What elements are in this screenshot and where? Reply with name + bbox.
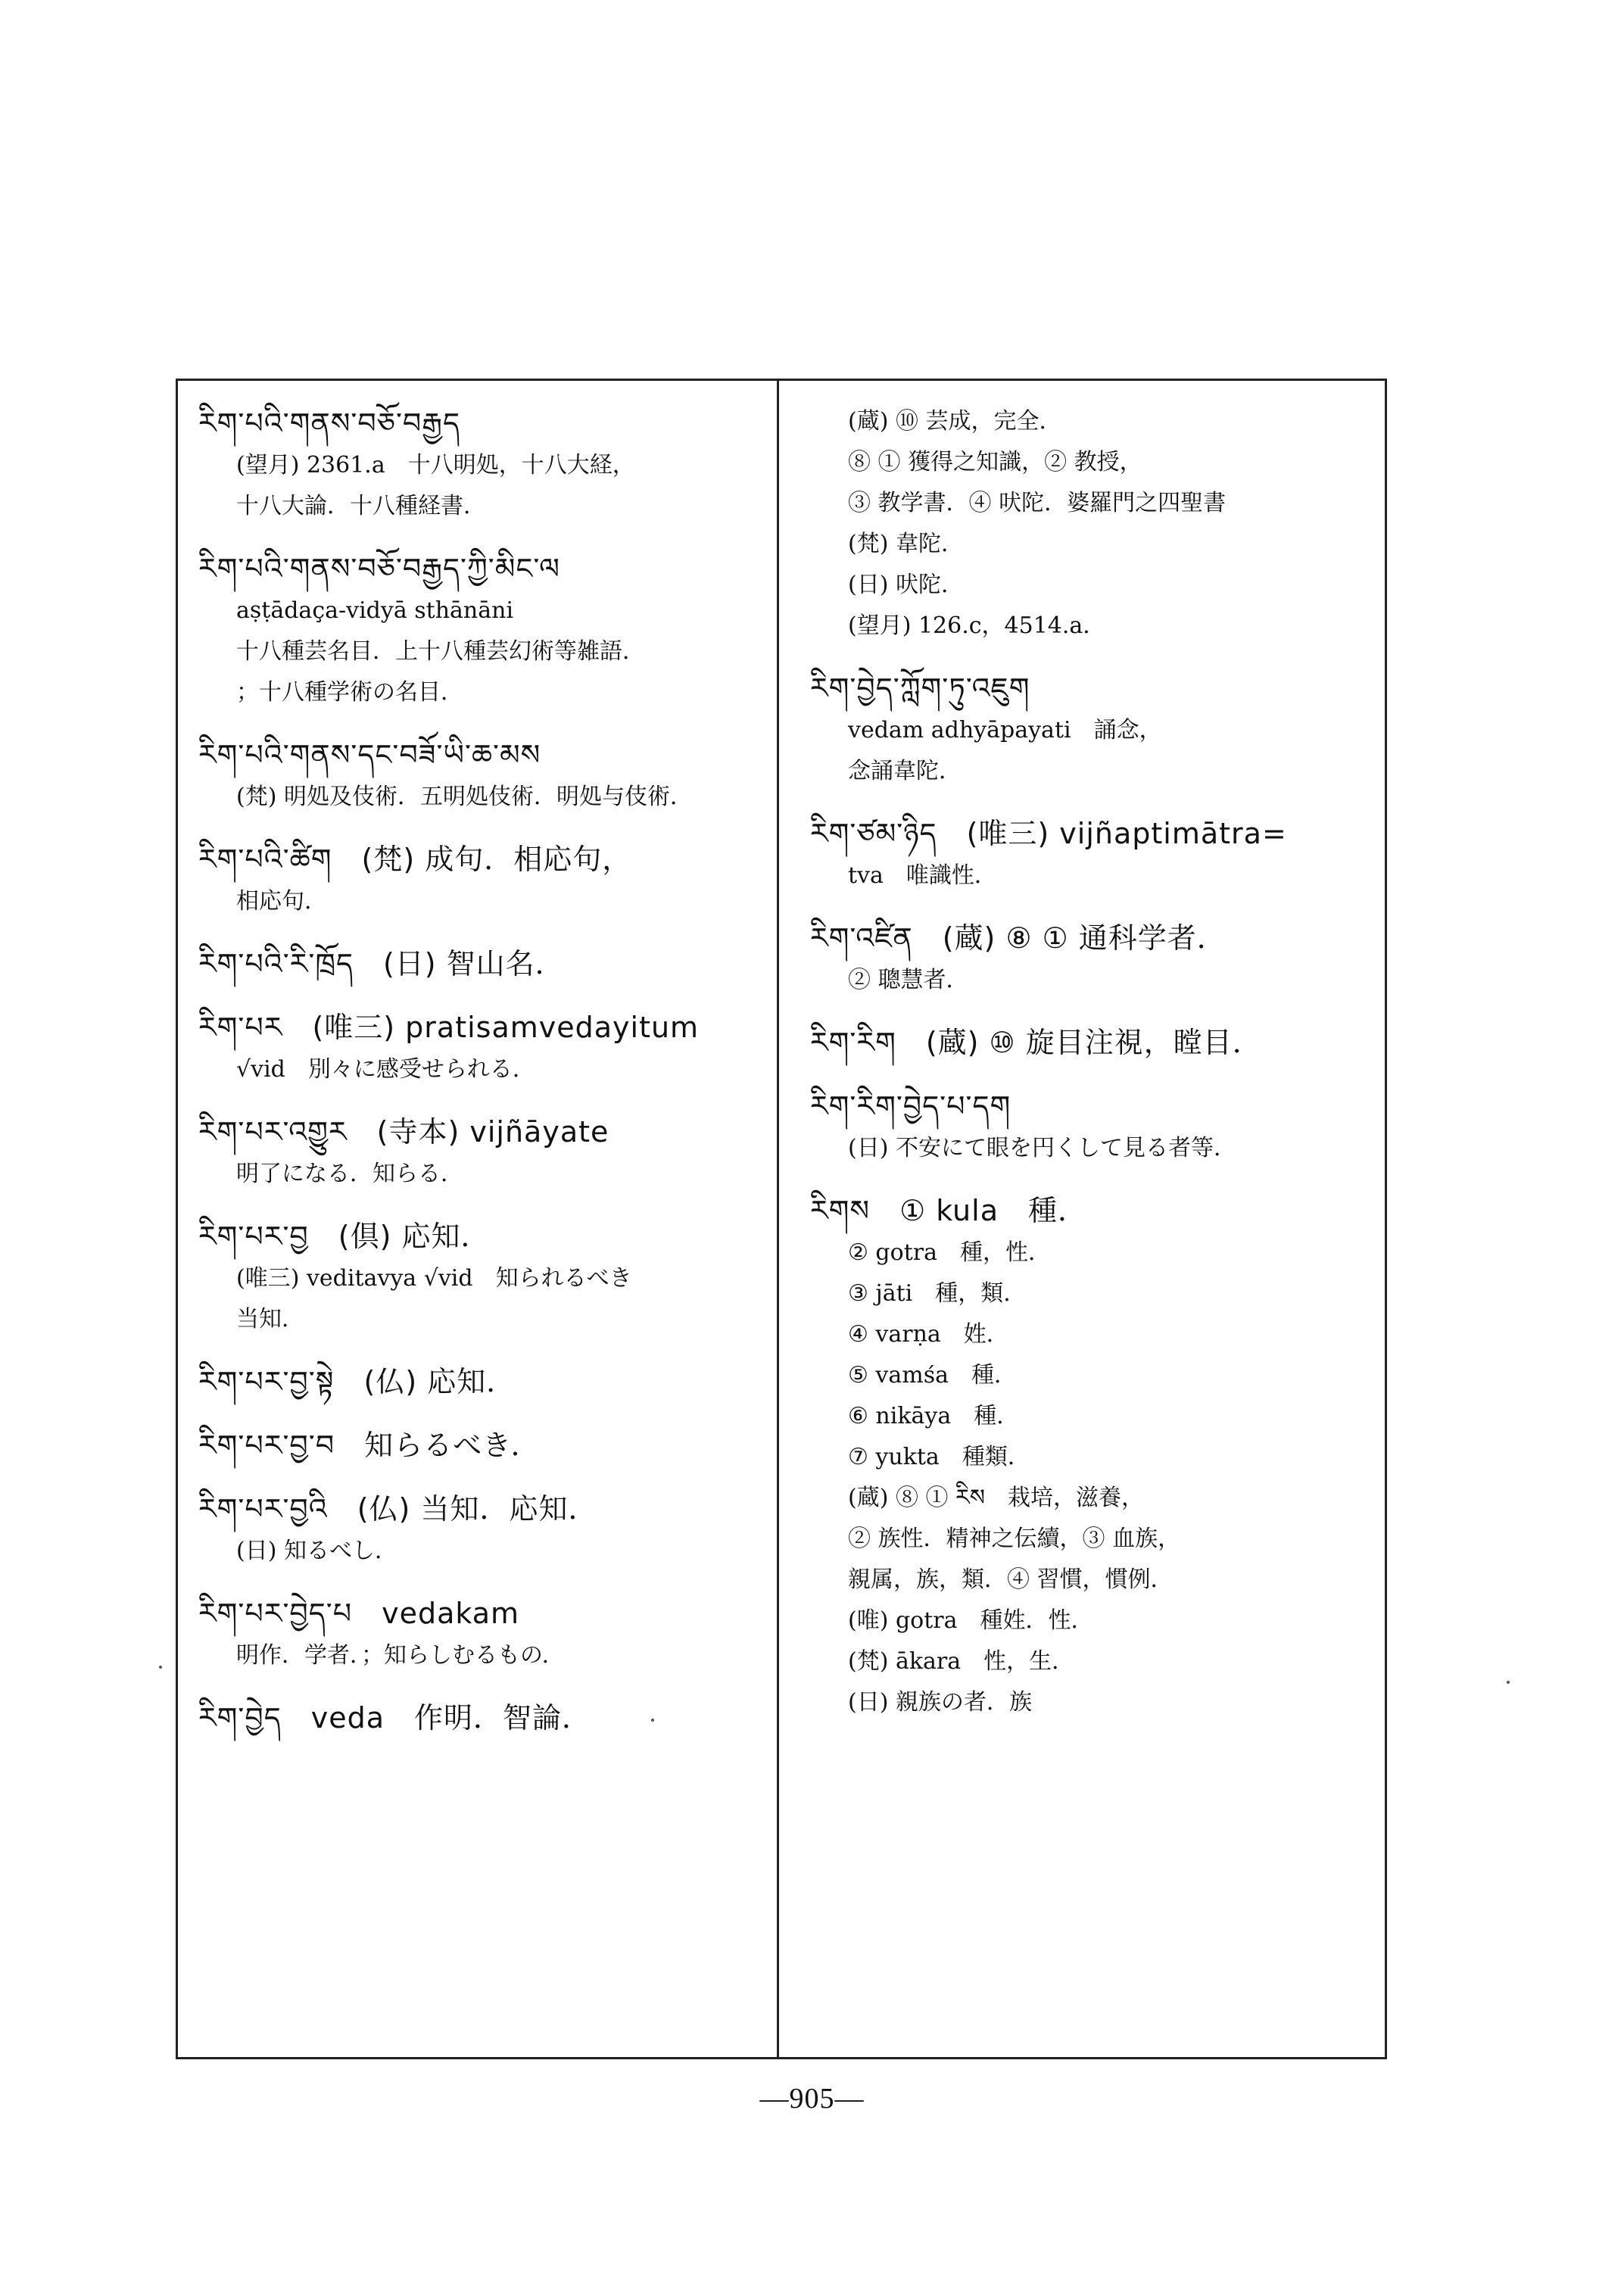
- entry-gloss-line: (蔵) ⑧ ① རིས 栽培，滋養，: [848, 1485, 1144, 1511]
- dictionary-entry: [198, 1005, 766, 1090]
- dictionary-entry: [810, 401, 1378, 647]
- dictionary-entry: [198, 1487, 766, 1572]
- dictionary-entry: [198, 401, 766, 527]
- entry-headword: རིག་པའི་གནས་བཅོ་བརྒྱད་ཀྱི་མིང་ལ: [198, 552, 561, 585]
- entry-gloss-line: vedam adhyāpayati 誦念，: [848, 717, 1162, 743]
- entry-gloss-line: ⑥ nikāya 種．: [848, 1403, 1020, 1429]
- scan-speck: [159, 1666, 162, 1669]
- dictionary-entry: [810, 1021, 1378, 1064]
- entry-gloss-line: ；十八種学術の名目．: [236, 679, 463, 706]
- dictionary-entry: [810, 1189, 1378, 1723]
- dictionary-entry: [198, 733, 766, 818]
- entry-headword: རིག་འཛིན (蔵) ⑧ ① 通科学者．: [810, 921, 1227, 955]
- entry-headword: རིག་བྱེད veda 作明．智論．: [198, 1701, 592, 1735]
- entry-gloss-line: 明作．学者．；知らしむるもの．: [236, 1642, 565, 1669]
- entry-gloss-line: (日) 知るべし．: [236, 1538, 397, 1564]
- dictionary-entry: [198, 1696, 766, 1740]
- entry-headword: རིག་པའི་གནས་བཅོ་བརྒྱད: [198, 407, 461, 440]
- entry-headword: རིག་པའི་རི་ཁྲོད (日) 智山名．: [198, 947, 565, 980]
- entry-headword: རིག་པར་བྱའི (仏) 当知．応知．: [198, 1492, 598, 1526]
- entry-gloss-line: ⑦ yukta 種類．: [848, 1444, 1030, 1470]
- entry-gloss-line: ③ 教学書．④ 吠陀．婆羅門之四聖書: [848, 490, 1227, 516]
- scan-speck: [1507, 1681, 1510, 1684]
- dictionary-entry: [198, 1360, 766, 1404]
- entry-gloss-line: 明了になる．知らる．: [236, 1161, 463, 1187]
- entry-headword: རིག་པར་བྱ་སྟེ (仏) 応知．: [198, 1365, 516, 1398]
- entry-gloss-line: (日) 親族の者．族: [848, 1689, 1032, 1716]
- entry-gloss-line: (蔵) ⑩ 芸成，完全．: [848, 408, 1062, 435]
- entry-gloss-line: (望月) 2361.a 十八明処，十八大経，: [236, 452, 635, 478]
- entry-gloss-line: (梵) 韋陀．: [848, 531, 964, 557]
- entry-headword: རིག་བྱེད་ཀློག་ཏུ་འཇུག: [810, 672, 1030, 705]
- scan-speck: [651, 1719, 654, 1722]
- entry-headword: རིག་པའི་གནས་དང་བཟོ་ཡི་ཆ་མས: [198, 738, 541, 771]
- dictionary-entry: [198, 1110, 766, 1195]
- entry-gloss-line: 念誦韋陀．: [848, 758, 962, 784]
- entry-gloss-line: (望月) 126.c，4514.a．: [848, 612, 1106, 639]
- entry-headword: རིག་པར་འགྱུར (寺本) vijñāyate: [198, 1115, 609, 1149]
- entry-gloss-line: (唯) gotra 種姓．性．: [848, 1607, 1094, 1634]
- left-column: [198, 401, 766, 1759]
- dictionary-entry: [198, 1214, 766, 1340]
- entry-gloss-line: (梵) 明処及伎術．五明処伎術．明処与伎術．: [236, 784, 693, 810]
- dictionary-entry: [198, 1591, 766, 1676]
- entry-headword: རིག་རིག་བྱེད་པ་དག: [810, 1089, 1011, 1123]
- entry-gloss-line: √vid 別々に感受せられる．: [236, 1056, 535, 1083]
- page-number: —905—: [759, 2083, 865, 2115]
- column-divider: [777, 379, 779, 2059]
- entry-gloss-line: tva 唯識性．: [848, 862, 997, 889]
- entry-gloss-line: (梵) ākara 性，生．: [848, 1648, 1075, 1675]
- entry-gloss-line: ⑤ vamśa 種．: [848, 1362, 1017, 1389]
- entry-gloss-line: ④ varṇa 姓．: [848, 1321, 1009, 1348]
- dictionary-entry: [198, 1423, 766, 1467]
- entry-headword: རིག་པའི་ཚིག (梵) 成句．相応句，: [198, 843, 632, 876]
- entry-headword: རིག་ཙམ་ཉིད (唯三) vijñaptimātra=: [810, 817, 1287, 850]
- entry-headword: རིག་པར་བྱ (倶) 応知．: [198, 1220, 491, 1253]
- entry-gloss-line: ③ jāti 種，類．: [848, 1280, 1027, 1307]
- entry-headword: རིག་པར (唯三) pratisamvedayitum: [198, 1011, 700, 1044]
- dictionary-entry: [810, 1084, 1378, 1169]
- entry-gloss-line: 親属，族，類．④ 習慣，慣例．: [848, 1566, 1174, 1593]
- entry-gloss-line: (日) 不安にて眼を円くして見る者等．: [848, 1135, 1236, 1161]
- entry-gloss-line: 十八大論．十八種経書．: [236, 493, 486, 519]
- entry-gloss-line: 相応句．: [236, 888, 327, 915]
- entry-gloss-line: ② gotra 種，性．: [848, 1239, 1051, 1266]
- entry-gloss-line: (日) 吠陀．: [848, 572, 964, 598]
- entry-gloss-line: aṣṭādaça-vidyā sthānāni: [236, 597, 514, 624]
- dictionary-entry: [810, 916, 1378, 1001]
- right-column: [810, 401, 1378, 1743]
- entry-gloss-line: ② 族性．精神之伝續，③ 血族，: [848, 1526, 1181, 1552]
- dictionary-entry: [198, 837, 766, 922]
- entry-headword: རིག་རིག (蔵) ⑩ 旋目注視，瞠目．: [810, 1026, 1262, 1059]
- entry-gloss-line: ⑧ ① 獲得之知識，② 教授，: [848, 449, 1142, 475]
- dictionary-entry: [810, 666, 1378, 792]
- entry-gloss-line: 当知．: [236, 1306, 304, 1332]
- dictionary-entry: [810, 812, 1378, 896]
- entry-headword: རིག་པར་བྱེད་པ vedakam: [198, 1597, 520, 1630]
- entry-headword: རིག་པར་བྱ་བ 知らるべき．: [198, 1429, 541, 1462]
- entry-gloss-line: ② 聰慧者．: [848, 967, 969, 993]
- dictionary-entry: [198, 942, 766, 986]
- entry-gloss-line: 十八種芸名目．上十八種芸幻術等雑語．: [236, 638, 645, 665]
- entry-headword: རིགས ① kula 種．: [810, 1194, 1087, 1227]
- dictionary-entry: [198, 547, 766, 713]
- entry-gloss-line: (唯三) veditavya √vid 知られるべき: [236, 1265, 632, 1292]
